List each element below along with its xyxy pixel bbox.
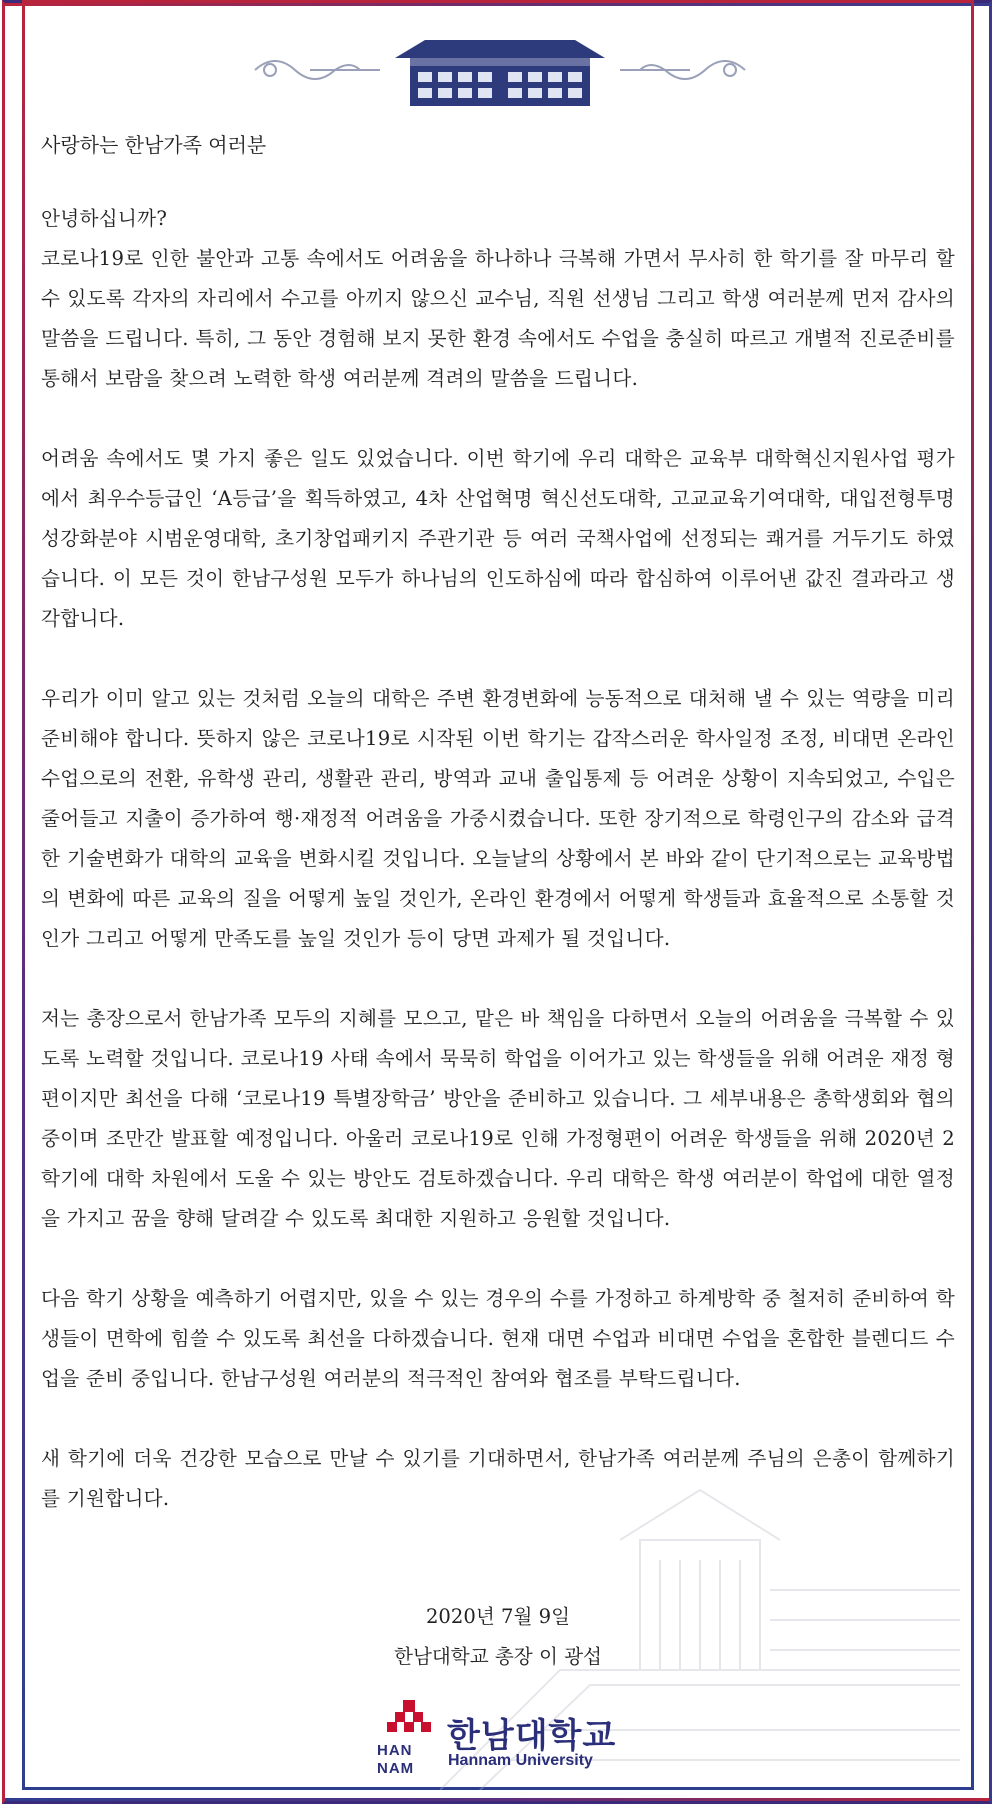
paragraph: 어려움 속에서도 몇 가지 좋은 일도 있었습니다. 이번 학기에 우리 대학은 교육부 대학혁신지원사업 평가에서 최우수등급인 ‘A등급’을 획득하였고, 4차 산업혁명 혁신선도대학, 고교교육기여대학, 대입전형투명성강화분야 시범운영대학, 초기창업패키지 주관기관 등 여러 국책사업에 선정되는 쾌거를 거두기도 하였습니다. 이 모든 것이 한남구성원 모두가 하나님의 인도하심에 따라 합심하여 이루어낸 값진 결과라고 생각합니다. bbox=[41, 447, 955, 630]
logo-han-text: HAN bbox=[377, 1742, 413, 1759]
logo-english-name: Hannam University bbox=[448, 1752, 593, 1769]
paragraph: 새 학기에 더욱 건강한 모습으로 만날 수 있기를 기대하면서, 한남가족 여러분께 주님의 은총이 함께하기를 기원합니다. bbox=[41, 1447, 955, 1510]
signature: 한남대학교 총장 이 광섭 bbox=[394, 1645, 602, 1668]
letter-body bbox=[41, 199, 955, 1559]
paragraph-greeting: 안녕하십니까? bbox=[41, 207, 168, 230]
paragraph: 코로나19로 인한 불안과 고통 속에서도 어려움을 하나하나 극복해 가면서 무사히 한 학기를 잘 마무리 할 수 있도록 각자의 자리에서 수고를 아끼지 않으신 교수님, 직원 선생님 그리고 학생 여러분께 먼저 감사의 말씀을 드립니다. 특히, 그 동안 경험해 보지 못한 환경 속에서도 수업을 충실히 따르고 개별적 진로준비를 통해서 보람을 찾으려 노력한 학생 여러분께 격려의 말씀을 드립니다. bbox=[41, 247, 955, 390]
paragraph: 다음 학기 상황을 예측하기 어렵지만, 있을 수 있는 경우의 수를 가정하고 하계방학 중 철저히 준비하여 학생들이 면학에 힘쓸 수 있도록 최선을 다하겠습니다. 현재 대면 수업과 비대면 수업을 혼합한 블렌디드 수업을 준비 중입니다. 한남구성원 여러분의 적극적인 참여와 협조를 부탁드립니다. bbox=[41, 1287, 955, 1390]
building-ornament-icon bbox=[250, 30, 750, 110]
paragraph: 우리가 이미 알고 있는 것처럼 오늘의 대학은 주변 환경변화에 능동적으로 대처해 낼 수 있는 역량을 미리 준비해야 합니다. 뜻하지 않은 코로나19로 시작된 이번 학기는 갑작스러운 학사일정 조정, 비대면 온라인 수업으로의 전환, 유학생 관리, 생활관 관리, 방역과 교내 출입통제 등 어려운 상황이 지속되었고, 수입은 줄어들고 지출이 증가하여 행·재정적 어려움을 가중시켰습니다. 또한 장기적으로 학령인구의 감소와 급격한 기술변화가 대학의 교육을 변화시킬 것입니다. 오늘날의 상황에서 본 바와 같이 단기적으로는 교육방법의 변화에 따른 교육의 질을 어떻게 높일 것인가, 온라인 환경에서 어떻게 학생들과 효율적으로 소통할 것인가 그리고 어떻게 만족도를 높일 것인가 등이 당면 과제가 될 것입니다. bbox=[41, 687, 955, 950]
university-logo bbox=[377, 1700, 617, 1780]
logo-korean-name: 한남대학교 bbox=[447, 1716, 617, 1756]
logo-nam-text: NAM bbox=[377, 1760, 415, 1777]
letter-date: 2020년 7월 9일 bbox=[425, 1605, 571, 1628]
paragraph: 저는 총장으로서 한남가족 모두의 지혜를 모으고, 맡은 바 책임을 다하면서 오늘의 어려움을 극복할 수 있도록 노력할 것입니다. 코로나19 사태 속에서 묵묵히 학업을 이어가고 있는 학생들을 위해 어려운 재정 형편이지만 최선을 다해 ‘코로나19 특별장학금’ 방안을 준비하고 있습니다. 그 세부내용은 총학생회와 협의 중이며 조만간 발표할 예정입니다. 아울러 코로나19로 인해 가정형편이 어려운 학생들을 위해 2020년 2학기에 대학 차원에서 도울 수 있는 방안도 검토하겠습니다. 우리 대학은 학생 여러분이 학업에 대한 열정을 가지고 꿈을 향해 달려갈 수 있도록 최대한 지원하고 응원할 것입니다. bbox=[41, 1007, 955, 1230]
salutation: 사랑하는 한남가족 여러분 bbox=[41, 133, 267, 157]
